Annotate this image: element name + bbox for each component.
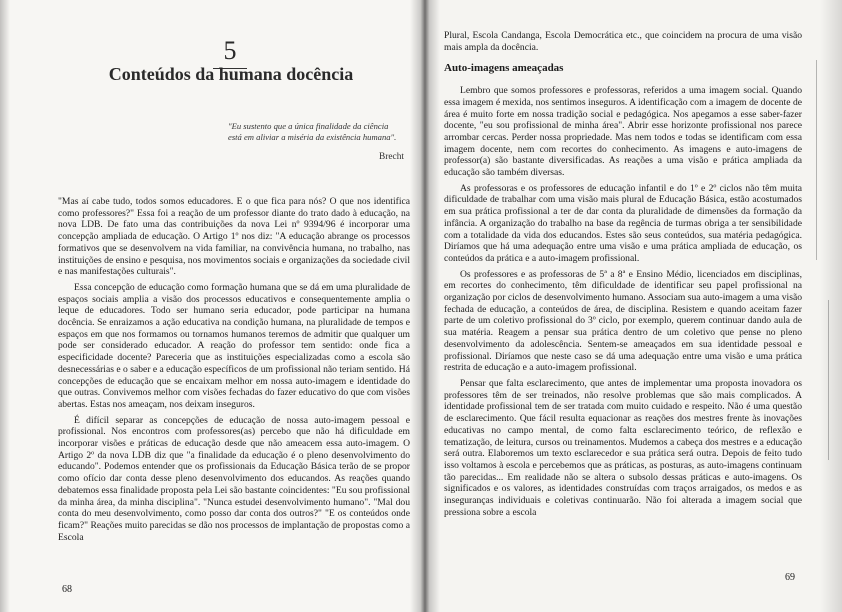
chapter-title: Conteúdos da humana docência: [108, 64, 354, 84]
scan-mark: [828, 300, 829, 460]
paragraph: Plural, Escola Candanga, Escola Democrática etc., que coincidem na procura de uma visão mais ampla da docência.: [444, 30, 802, 53]
chapter-number: 5: [223, 36, 237, 65]
left-page-shadow: [0, 0, 10, 612]
epigraph: "Eu sustento que a única finalidade da ciência está em aliviar a miséria da existência humana".: [228, 121, 397, 142]
page-number: 68: [62, 584, 72, 595]
paragraph: Os professores e as professoras de 5ª a 8ª e Ensino Médio, licenciados em disciplinas, em recortes do conhecimento, têm dificuldade de identificar seu papel profissional na organização por ciclos de desenvolvimento humano. Associam sua auto-imagem a uma visão fechada de educação, a conteúdos de área, de disciplina. Resistem e quando aceitam fazer parte de um coletivo profissional do 3º ciclo, por exemplo, querem continuar dando aula de sua matéria. Reagem a pensar sua prática dentro de um coletivo que pense no pleno desenvolvimento da adolescência. Sentem-se ameaçados em sua identidade pessoal e profissional. Diríamos que neste caso se dá uma adequação entre uma visão e uma prática restrita de educação e a auto-imagem profissional.: [444, 268, 802, 374]
right-body-text: [444, 30, 802, 522]
paragraph: As professoras e os professores de educação infantil e do 1º e 2º ciclos não têm muita dificuldade de trabalhar com uma visão mais plural de Educação Básica, estão acostumados em sua prática profissional a ter de dar conta da pluralidade de dimensões da formação da infância. A organização do trabalho na base da regência de turmas obriga a ter sensibilidade com a totalidade da vida dos educandos. Estes são seus conteúdos, sua matéria pedagógica. Diríamos que há uma adequação entre uma visão e uma prática ampliada de educação, os conteúdos da prática e a auto-imagem profissional.: [444, 182, 802, 264]
section-heading: Auto-imagens ameaçadas: [444, 62, 564, 75]
paragraph: Pensar que falta esclarecimento, que antes de implementar uma proposta inovadora os professores têm de ser treinados, não resolve problemas que são mais complicados. A identidade profissional tem de ser tratada com muito cuidado e respeito. Não é uma questão de esclarecimento. Que fácil resulta equacionar as reações dos mestres frente às inovações educativas no campo mental, de como falta esclarecimento teórico, de reflexão e tematização, de leitura, cursos ou treinamentos. Mudemos a cabeça dos mestres e a educação será outra. Elaboremos um texto esclarecedor e sua prática será outra. Depois de feito tudo isso voltamos à escola e percebemos que as práticas, as posturas, as auto-imagens continuam tão parecidas... Em realidade não se altera o subsolo dessas práticas e auto-imagens. Os significados e os valores, as identidades construídas com traços arraigados, os medos e as inseguranças individuais e coletivas continuarão. Não foi alterada a imagem social que pressiona sobre a escola: [444, 377, 802, 518]
left-body-text: [58, 196, 410, 547]
page-number: 69: [785, 572, 795, 583]
paragraph: É difícil separar as concepções de educação de nossa auto-imagem pessoal e profissional. Nos encontros com professores(as) percebo que não há dificuldade em incorporar visões e práticas de educação desde que não ameacem essa auto-imagem. O Artigo 2º da nova LDB diz que "a finalidade da educação é o pleno desenvolvimento do educando". Podemos entender que os profissionais da Educação Básica terão de se propor como ofício dar conta desse pleno desenvolvimento dos educandos. As reações quando debatemos essa finalidade proposta pela Lei são bastante coincidentes: "Eu sou profissional da minha área, da minha disciplina". "Nunca estudei desenvolvimento humano". "Mal dou conta do meu desenvolvimento, como posso dar conta dos outros?" "E os conteúdos onde ficam?" Reações muito parecidas se dão nos processos de implantação de propostas como a Escola: [58, 414, 410, 543]
paragraph: "Mas aí cabe tudo, todos somos educadores. E o que fica para nós? O que nos identifica como professores?" Essa foi a reação de um professor diante do trato dado à educação, na nova LDB. De fato uma das contribuições da nova Lei nº 9394/96 é incorporar uma concepção ampliada de educação. O Artigo 1º nos diz: "A educação abrange os processos formativos que se desenvolvem na vida familiar, na convivência humana, no trabalho, nas instituições de ensino e pesquisa, nos movimentos sociais e organizações da sociedade civil e nas manifestações culturais".: [58, 196, 410, 278]
paragraph: Essa concepção de educação como formação humana que se dá em uma pluralidade de espaços sociais amplia a visão dos processos educativos e consequentemente amplia o leque de educadores. Todo ser humano seria educador, pode participar na humana docência. Se enraizamos a ação educativa na condição humana, na pluralidade de tempos e espaços em que nos formamos ou tornamos humanos teremos de admitir que qualquer um pode ser considerado educador. A reação do professor tem sentido: onde fica a especificidade docente? Pareceria que as instituições especializadas como a escola são desnecessárias e o saber e a educação específicos de um profissional não teriam sentido. Há concepções de educação que se encaixam melhor em nossa auto-imagem e identidade do que outras. Convivemos melhor com visões fechadas do fazer educativo do que com visões abertas. Estas nos ameaçam, nos deixam inseguros.: [58, 281, 410, 410]
scan-mark: [816, 60, 817, 260]
right-page-shadow: [820, 0, 842, 612]
paragraph: Lembro que somos professores e professoras, referidos a uma imagem social. Quando essa imagem é mexida, nos sentimos inseguros. A identificação com a imagem de docente de área é muito forte em nossa tradição social e pedagógica. Nos apegamos a esse saber-fazer docente, "eu sou profissional de minha área". Abrir esse horizonte profissional nos parece arrombar cercas. Perder nossa propriedade. Mas nem todos e todas se identificam com essa imagem docente, nem com recortes do conhecimento. As imagens e auto-imagens de professor(a) são bastante diversificadas. As reações a uma visão e prática ampliada da educação são também diversas.: [444, 85, 802, 179]
epigraph-author: Brecht: [379, 152, 404, 162]
book-gutter: [410, 0, 440, 612]
